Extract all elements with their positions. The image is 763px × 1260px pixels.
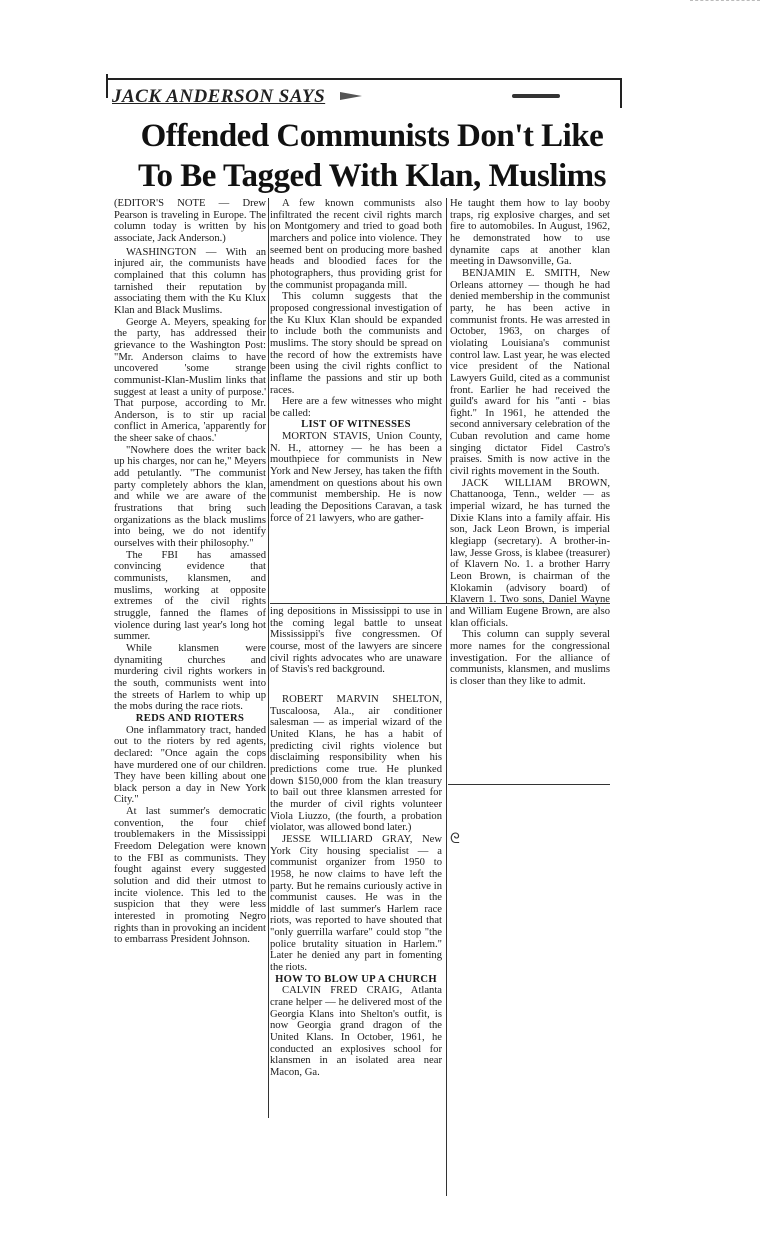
left-rule-mark [106,74,108,98]
column-divider [446,198,447,603]
editors-note: (EDITOR'S NOTE — Drew Pearson is traveling in Europe. The column today is written by his associate, Jack Anderson.) [114,198,266,244]
subhead-list-of-witnesses: LIST OF WITNESSES [301,419,411,431]
kicker-arrow-mark [340,92,362,100]
paragraph: JESSE WILLIARD GRAY, New York City housing specialist — a communist organizer from 1950 to 1958, he now claims to have left the party. But he remains curiously active in communist causes. He was in the middle of last summer's Harlem race riots, was reported to have shouted that "only guerrilla warfare" could stop "the police brutality situation in Harlem." Later he denied any part in fomenting the riots. [270,833,442,974]
paragraph: George A. Meyers, speaking for the party, has addressed their grievance to the Washington Post: "Mr. Anderson claims to have uncovered 'some strange communist-Klan-Muslim links that suggest at least a unity of purpose.' That purpose, according to Mr. Anderson, is to stir up racial conflict in America, 'apparently for the sheer sake of chaos.' [114,316,266,445]
paragraph: Here are a few witnesses who might be called: [270,396,442,419]
column-kicker: JACK ANDERSON SAYS [112,86,326,107]
headline-line-2: To Be Tagged With Klan, Muslims [137,158,607,194]
paragraph: While klansmen were dynamiting churches and murdering civil rights workers in the south, communists went into the streets of Harlem to whip up the mobs during the race riots. [114,642,266,713]
column-2-top [270,198,442,524]
paragraph: The FBI has amassed convincing evidence that communists, klansmen, and muslims, working at opposite extremes of the civil rights struggle, fanned the flames of violence during last year's long hot summer. [114,549,266,643]
column-3 [450,198,610,688]
paragraph: One inflammatory tract, handed out to the rioters by red agents, declared: "Once again the cops have murdered one of our children. They have been killing about one black person a day in New York City." [114,724,266,806]
paragraph: At last summer's democratic convention, the four chief troublemakers in the Mississippi Freedom Delegation were known to the FBI as communists. They fought against every suggested solution and did their utmost to incite violence. This led to the suspicion that they were less interested in promoting Negro rights than in provoking an incident to embarrass President Johnson. [114,806,266,946]
headline-line-1: Offended Communists Don't Like [140,118,604,154]
paragraph: BENJAMIN E. SMITH, New Orleans attorney — though he had denied membership in the communist party, he has been active in communist fronts. He was arrested in October, 1963, on charges of violating Louisiana's communist control law. Last year, he was elected vice president of the National Lawyers Guild, cited as a communist front. Earlier he had received the guild's award for his "anti - bias fight." In 1961, he attended the second anniversary celebration of the Cuban revolution and came home singing dictator Fidel Castro's praises. Smith is now active in the civil rights movement in the South. [450,267,610,478]
paragraph: ing depositions in Mississippi to use in the coming legal battle to unseat Mississippi's five congressmen. Of course, most of the lawyers are sincere civil rights advocates who are unaware of Stavis's red background. [270,606,442,676]
top-rule [108,78,622,80]
paragraph: ROBERT MARVIN SHELTON, Tuscaloosa, Ala., air conditioner salesman — as imperial wizard of the United Klans, he has a habit of predicting civil rights violence but disclaiming responsibility when his predictions come true. He plunked down $150,000 from the klan treasury to bail out three klansmen arrested for the murder of civil rights volunteer Viola Liuzzo, (the fourth, a probation violator, was allowed bond later.) [270,694,442,834]
right-rule-mark [620,78,622,108]
column-2-continuation [270,606,442,676]
paragraph: This column can supply several more names for the congressional investigation. For the alliance of communists, klansmen, and muslims is closer than they like to admit. [450,629,610,687]
ink-smudge-mark [512,94,560,98]
paragraph: "Nowhere does the writer back up his charges, nor can he," Meyers add petulantly. "The communist party completely abhors the klan, and while we are aware of the frustrations that bring such organizations as the black muslims into being, we do not identify ourselves with their philosophy." [114,444,266,550]
column-2-bottom [270,694,442,1079]
newspaper-clipping [102,72,628,1252]
paragraph: JACK WILLIAM BROWN, Chattanooga, Tenn., welder — as imperial wizard, he has turned the Dixie Klans into a family affair. His son, Jack Leon Brown, is imperial klegiapp (secretary). A brother-in-law, Jesse Gross, is klabee (treasurer) of Klavern No. 1. a brother Harry Leon Brown, is chairman of the Klokamin (advisory board) of Klavern 1. Two sons, Daniel Wayne and William Eugene Brown, are also klan officials. [450,477,610,629]
column-divider [446,606,447,1196]
subhead-reds-and-rioters: REDS AND RIOTERS [135,712,245,724]
column-1 [114,198,266,946]
paragraph: He taught them how to lay booby traps, rig explosive charges, and set fire to automobiles. In August, 1962, he demonstrated how to use dynamite caps at another klan meeting in Dawsonville, Ga. [450,198,610,268]
scan-edge-dashes [690,0,760,1]
headline [132,116,612,196]
ink-mark: ᘓ [450,832,460,847]
paragraph: CALVIN FRED CRAIG, Atlanta crane helper — he delivered most of the Georgia Klans into Shelton's outfit, is now Georgia grand dragon of the United Klans. In October, 1961, he conducted an explosives school for klansmen in an isolated area near Macon, Ga. [270,985,442,1078]
paragraph: MORTON STAVIS, Union County, N. H., attorney — he has been a mouthpiece for communists in New York and New Jersey, has taken the fifth amendment on questions about his own communist membership. He is now leading the Depositions Caravan, a task force of 21 lawyers, who are gather- [270,431,442,524]
paragraph: WASHINGTON — With an injured air, the communists have complained that this column has tarnished their reputation by associating them with the Ku Klux Klan and Black Muslims. [114,246,266,316]
paragraph: A few known communists also infiltrated the recent civil rights march on Montgomery and tried to goad both marchers and police into violence. They seemed bent on producing more bashed heads and bloodied faces for the photographers, thus providing grist for the communist propaganda mill. [270,198,442,291]
end-rule [448,784,610,785]
paragraph: This column suggests that the proposed congressional investigation of the Ku Klux Klan should be expanded to include both the communists and muslims. The story should be spread on the record of how the extremists have been using the civil rights conflict to inflame the passions and stir up both races. [270,291,442,396]
subhead-how-to-blow-up-a-church: HOW TO BLOW UP A CHURCH [275,973,437,985]
column-divider [268,198,269,1118]
